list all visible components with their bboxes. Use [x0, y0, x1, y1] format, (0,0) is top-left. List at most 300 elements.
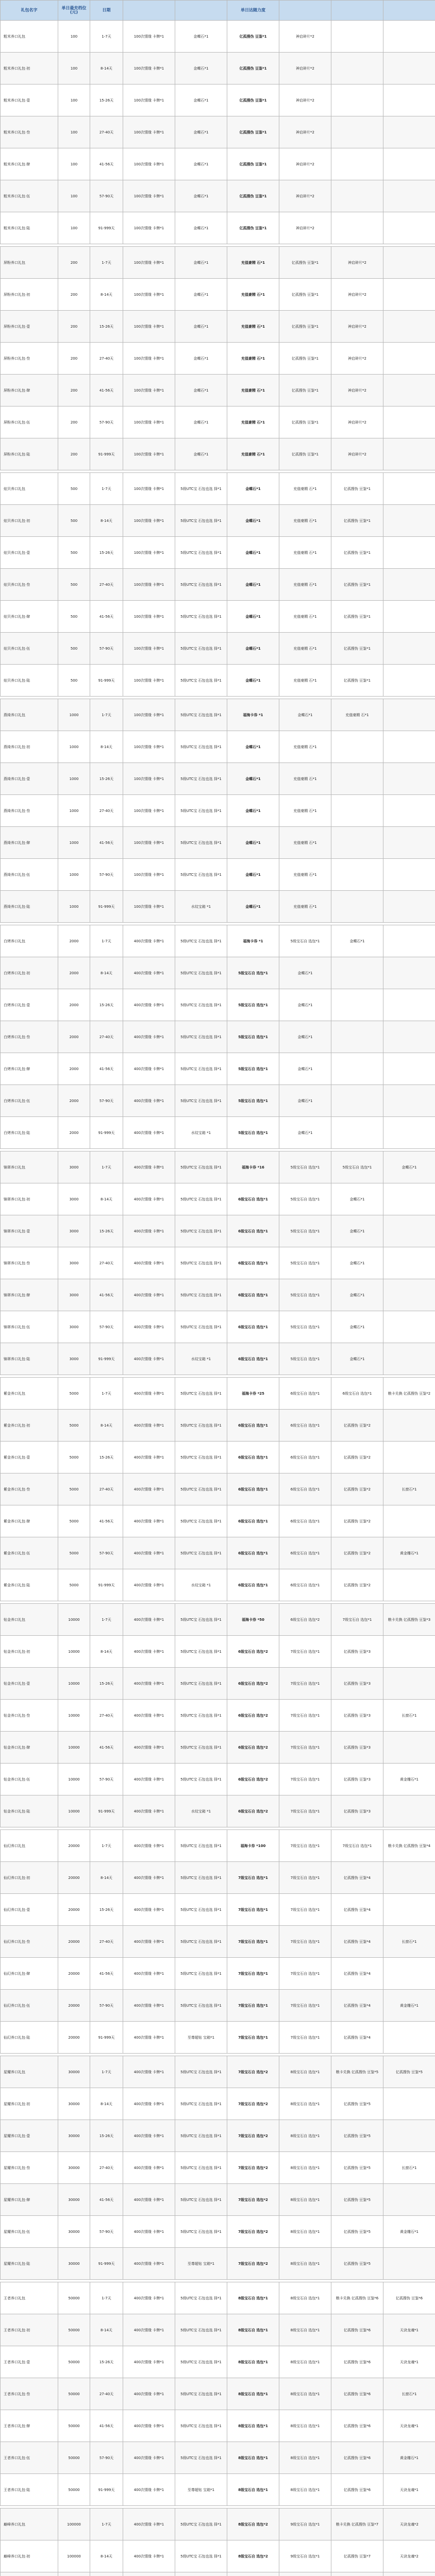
price-cell: 5000 [58, 1505, 90, 1537]
days-cell: 41-56天 [90, 1732, 123, 1764]
table-row [1, 891, 435, 923]
table-row [1, 1215, 435, 1247]
header-blank [279, 1, 331, 21]
reward-cell: 亿孤搜伪 豆鉴*3 [331, 1764, 383, 1795]
reward-cell: 金蝶石*1 [175, 406, 227, 438]
pack-name-cell: 炫贝养口礼包·叁 [1, 569, 58, 601]
reward-cell: 5级UTC宝 石包也选 择*1 [175, 1473, 227, 1505]
reward-cell: 6级宝石自 选包*1 [227, 1279, 279, 1311]
price-cell: 2000 [58, 1053, 90, 1085]
reward-cell: 100次情缘 卡牌*1 [123, 438, 175, 470]
reward-cell: 5级UTC宝 石包也选 择*1 [175, 2120, 227, 2152]
reward-cell: 5级宝石自 选包*1 [227, 957, 279, 989]
reward-cell: 充值豪精 石*1 [227, 279, 279, 311]
reward-cell: 400次情缘 卡牌*1 [123, 1958, 175, 1990]
reward-cell [383, 1410, 435, 1442]
reward-cell: 6级宝石自 选包*2 [279, 1604, 331, 1636]
pack-name-cell: 钻金养口礼包·肆 [1, 1732, 58, 1764]
days-cell: 8-14天 [90, 2314, 123, 2346]
reward-cell: 金蝶石*1 [227, 665, 279, 697]
pack-name-cell: 白烤养口礼包·叁 [1, 1021, 58, 1053]
days-cell: 8-14天 [90, 53, 123, 84]
pack-name-cell: 炫贝养口礼包·肆 [1, 601, 58, 633]
table-row [1, 1442, 435, 1473]
pack-name-cell: 粗米养口礼包·陆 [1, 212, 58, 244]
reward-cell: 粮卡兑换 亿孤搜伪 豆鉴*3 [383, 1604, 435, 1636]
price-cell: 3000 [58, 1311, 90, 1343]
reward-cell: 400次情缘 卡牌*1 [123, 1764, 175, 1795]
table-row [1, 2572, 435, 2576]
reward-cell: 7级宝石自 选包*1 [279, 1830, 331, 1862]
reward-cell: 亿孤搜伪 豆鉴*3 [331, 1668, 383, 1700]
table-row [1, 1085, 435, 1117]
reward-cell: 黄金雕石*1 [383, 1764, 435, 1795]
days-cell: 15-26天 [90, 1215, 123, 1247]
reward-cell: 100次情缘 卡牌*1 [123, 343, 175, 375]
price-cell: 5000 [58, 1473, 90, 1505]
reward-cell: 亿孤搜伪 豆鉴*2 [331, 1410, 383, 1442]
reward-cell: 400次情缘 卡牌*1 [123, 1604, 175, 1636]
table-row [1, 957, 435, 989]
price-cell: 100 [58, 148, 90, 180]
table-row [1, 1732, 435, 1764]
table-row [1, 1764, 435, 1795]
table-row [1, 1990, 435, 2022]
table-row [1, 2474, 435, 2506]
reward-cell: 400次情缘 卡牌*1 [123, 1636, 175, 1668]
days-cell: 1-7天 [90, 1151, 123, 1183]
reward-cell: 充值豪精 石*1 [331, 699, 383, 731]
reward-cell: 400次情缘 卡牌*1 [123, 1247, 175, 1279]
reward-cell [331, 1085, 383, 1117]
reward-cell: 100次情缘 卡牌*1 [123, 505, 175, 537]
table-body [1, 21, 435, 2576]
pack-name-cell: 巅峰养口礼包·初 [1, 2540, 58, 2572]
reward-cell: 100次情缘 卡牌*1 [123, 891, 175, 923]
reward-cell: 6级宝石自 选包*2 [227, 1636, 279, 1668]
reward-cell: 亿孤搜伪 豆鉴*1 [279, 343, 331, 375]
reward-cell: 100次情缘 卡牌*1 [123, 279, 175, 311]
reward-cell: 100次情缘 卡牌*1 [123, 827, 175, 859]
table-row [1, 2410, 435, 2442]
reward-cell: 8级宝石自 选包*1 [279, 2152, 331, 2184]
reward-cell: 亿孤搜伪 豆鉴*2 [331, 1537, 383, 1569]
days-cell: 1-7天 [90, 699, 123, 731]
reward-cell: 充值豪精 石*1 [227, 311, 279, 343]
reward-cell [331, 1117, 383, 1149]
days-cell: 15-26天 [90, 2120, 123, 2152]
pack-name-cell: 白烤养口礼包·肆 [1, 1053, 58, 1085]
reward-cell: 400次情缘 卡牌*1 [123, 1151, 175, 1183]
pack-name-cell: 白烤养口礼包 [1, 925, 58, 957]
reward-cell: 充值豪精 石*1 [279, 891, 331, 923]
days-cell: 41-56天 [90, 1958, 123, 1990]
reward-cell: 充值豪精 石*1 [279, 537, 331, 569]
reward-cell: 5级UTC宝 石包也选 择*1 [175, 925, 227, 957]
pack-name-cell: 白烤养口礼包·伍 [1, 1085, 58, 1117]
pack-name-cell: 星耀养口礼包·伍 [1, 2216, 58, 2248]
reward-cell [383, 1442, 435, 1473]
reward-cell: 400次情缘 卡牌*1 [123, 1894, 175, 1926]
price-cell: 1000 [58, 827, 90, 859]
reward-cell: 400次情缘 卡牌*1 [123, 957, 175, 989]
reward-cell: 6级宝石自 选包*1 [279, 1569, 331, 1601]
reward-cell [331, 827, 383, 859]
reward-cell: 亿孤搜伪 豆鉴*1 [331, 473, 383, 505]
reward-cell [383, 859, 435, 891]
reward-cell: 神启碎片*2 [279, 212, 331, 244]
reward-cell: 5级UTC宝 石包也选 择*1 [175, 633, 227, 665]
price-cell: 2000 [58, 1021, 90, 1053]
price-cell: 30000 [58, 2088, 90, 2120]
reward-cell: 5级宝石自 选包*1 [331, 1151, 383, 1183]
pack-name-cell: 王者养口礼包·叁 [1, 2378, 58, 2410]
reward-cell: 充值豪精 石*1 [279, 601, 331, 633]
days-cell: 91-999天 [90, 1795, 123, 1827]
reward-cell [383, 537, 435, 569]
pack-name-cell: 粗米养口礼包 [1, 21, 58, 53]
pack-name-cell: 王者养口礼包·壹 [1, 2346, 58, 2378]
table-row [1, 212, 435, 244]
reward-cell: 7级宝石自 选包*1 [279, 1764, 331, 1795]
reward-cell: 7级宝石自 选包*2 [227, 2088, 279, 2120]
reward-cell: 长窗石*1 [383, 2152, 435, 2184]
price-cell: 20000 [58, 2022, 90, 2054]
reward-cell [383, 375, 435, 406]
table-row [1, 247, 435, 279]
reward-cell: 神启碎片*2 [331, 406, 383, 438]
reward-cell: 金蝶石*1 [175, 247, 227, 279]
reward-cell: 7级宝石自 选包*1 [331, 1604, 383, 1636]
reward-cell: 5级UTC宝 石包也选 择*1 [175, 1279, 227, 1311]
days-cell: 57-90天 [90, 180, 123, 212]
days-cell: 41-56天 [90, 1053, 123, 1085]
reward-cell [383, 247, 435, 279]
price-cell: 10000 [58, 1668, 90, 1700]
pack-name-cell: 白烤养口礼包·初 [1, 957, 58, 989]
price-cell: 3000 [58, 1151, 90, 1183]
reward-cell: 金蝶石*1 [175, 343, 227, 375]
pack-name-cell: 燕绮养口礼包·叁 [1, 795, 58, 827]
price-cell: 100 [58, 53, 90, 84]
reward-cell: 100次情缘 卡牌*1 [123, 375, 175, 406]
reward-cell: 400次情缘 卡牌*1 [123, 2509, 175, 2540]
reward-cell [383, 212, 435, 244]
reward-cell: 金蝶石*1 [227, 569, 279, 601]
table-row [1, 1604, 435, 1636]
price-cell: 3000 [58, 1279, 90, 1311]
reward-cell: 神启碎片*2 [279, 84, 331, 116]
reward-cell: 5级UTC宝 石包也选 择*1 [175, 2540, 227, 2572]
reward-cell: 7级宝石自 选包*1 [279, 1636, 331, 1668]
table-row [1, 180, 435, 212]
reward-cell: 亿孤搜伪 豆鉴*1 [279, 406, 331, 438]
reward-cell: 金蝶石*1 [175, 279, 227, 311]
days-cell: 91-999天 [90, 891, 123, 923]
reward-cell [383, 2572, 435, 2576]
days-cell: 8-14天 [90, 1410, 123, 1442]
reward-cell: 天诀龙魂*1 [383, 2474, 435, 2506]
table-row [1, 279, 435, 311]
reward-cell: 100次情缘 卡牌*1 [123, 633, 175, 665]
reward-cell: 福海卡券 *100 [227, 1830, 279, 1862]
days-cell: 57-90天 [90, 859, 123, 891]
table-row [1, 1473, 435, 1505]
reward-cell: 7级宝石自 选包*1 [227, 2022, 279, 2054]
reward-cell: 亿孤搜伪 豆鉴*4 [331, 1862, 383, 1894]
reward-cell: 5级UTC宝 石包也选 择*1 [175, 1894, 227, 1926]
price-cell: 2000 [58, 989, 90, 1021]
reward-cell [383, 891, 435, 923]
pack-name-cell: 王者养口礼包·伍 [1, 2442, 58, 2474]
days-cell: 27-40天 [90, 1700, 123, 1732]
reward-cell: 8级宝石自 选包*1 [227, 2282, 279, 2314]
reward-cell: 100次情缘 卡牌*1 [123, 665, 175, 697]
reward-cell: 5级UTC宝 石包也选 择*1 [175, 763, 227, 795]
table-row [1, 1378, 435, 1410]
pack-name-cell: 紫金养口礼包·肆 [1, 1505, 58, 1537]
table-row [1, 1537, 435, 1569]
reward-cell: 400次情缘 卡牌*1 [123, 1378, 175, 1410]
pack-name-cell: 星耀养口礼包·壹 [1, 2120, 58, 2152]
reward-cell [331, 1021, 383, 1053]
table-row [1, 2378, 435, 2410]
table-row [1, 827, 435, 859]
reward-cell: 7级宝石自 选包*1 [279, 1668, 331, 1700]
reward-cell: 亿孤搜伪 豆鉴*5 [383, 2056, 435, 2088]
price-cell: 3000 [58, 1343, 90, 1375]
pack-name-cell: 星耀养口礼包·肆 [1, 2184, 58, 2216]
header-recharge-tier: 单日最充档位(元) [58, 1, 90, 21]
reward-cell: 400次情缘 卡牌*1 [123, 1183, 175, 1215]
reward-cell: 7级宝石自 选包*1 [279, 1958, 331, 1990]
reward-cell: 400次情缘 卡牌*1 [123, 2056, 175, 2088]
reward-cell: 5级UTC宝 石包也选 择*1 [175, 1505, 227, 1537]
reward-cell: 黄金雕石*1 [383, 1537, 435, 1569]
days-cell: 27-40天 [90, 569, 123, 601]
days-cell: 27-40天 [90, 795, 123, 827]
pack-name-cell: 锦翠养口礼包 [1, 1151, 58, 1183]
reward-cell: 5级UTC宝 石包也选 择*1 [175, 537, 227, 569]
price-cell: 200 [58, 279, 90, 311]
reward-cell: 粮卡兑换 亿孤搜伪 豆鉴*2 [383, 1378, 435, 1410]
reward-cell [383, 665, 435, 697]
reward-cell [383, 1311, 435, 1343]
reward-cell [279, 2572, 331, 2576]
pack-name-cell: 锦翠养口礼包·叁 [1, 1247, 58, 1279]
price-cell: 500 [58, 633, 90, 665]
reward-cell [383, 763, 435, 795]
reward-cell: 6级宝石自 选包*2 [227, 1732, 279, 1764]
price-cell: 200 [58, 247, 90, 279]
reward-cell: 8级宝石自 选包*1 [279, 2282, 331, 2314]
reward-cell [383, 827, 435, 859]
reward-cell [383, 731, 435, 763]
reward-cell: 5级宝石自 选包*1 [279, 1151, 331, 1183]
reward-cell: 8级宝石自 选包*1 [227, 2314, 279, 2346]
pack-name-cell: 仙幻养口礼包·初 [1, 1862, 58, 1894]
price-cell: 50000 [58, 2346, 90, 2378]
days-cell: 91-999天 [90, 2248, 123, 2280]
price-cell: 2000 [58, 1085, 90, 1117]
pack-name-cell: 燕绮养口礼包 [1, 699, 58, 731]
reward-cell: 金蝶石*1 [227, 601, 279, 633]
reward-cell: 400次情缘 卡牌*1 [123, 1990, 175, 2022]
pack-name-cell: 巅峰养口礼包 [1, 2509, 58, 2540]
table-row [1, 438, 435, 470]
price-cell: 3000 [58, 1247, 90, 1279]
reward-cell: 400次情缘 卡牌*1 [123, 1343, 175, 1375]
reward-cell: 8级宝石自 选包*1 [279, 2442, 331, 2474]
price-cell: 30000 [58, 2248, 90, 2280]
reward-cell: 100次情缘 卡牌*1 [123, 473, 175, 505]
pack-name-cell: 燕绮养口礼包·壹 [1, 763, 58, 795]
pack-name-cell: 锦翠养口礼包·伍 [1, 1311, 58, 1343]
price-cell: 1000 [58, 859, 90, 891]
pack-name-cell: 王者养口礼包·肆 [1, 2410, 58, 2442]
days-cell: 57-90天 [90, 2216, 123, 2248]
reward-cell: 400次情缘 卡牌*1 [123, 1926, 175, 1958]
reward-cell: 长窗石*1 [383, 2378, 435, 2410]
reward-cell: 5级UTC宝 石包也选 择*1 [175, 2216, 227, 2248]
reward-cell: 400次情缘 卡牌*1 [123, 2378, 175, 2410]
table-row [1, 1410, 435, 1442]
reward-cell: 400次情缘 卡牌*1 [123, 1668, 175, 1700]
days-cell: 27-40天 [90, 2152, 123, 2184]
price-cell: 3000 [58, 1183, 90, 1215]
table-row [1, 406, 435, 438]
reward-cell [383, 957, 435, 989]
pack-name-cell: 仙幻养口礼包·肆 [1, 1958, 58, 1990]
reward-cell: 7级宝石自 选包*1 [279, 1926, 331, 1958]
reward-cell: 6级宝石自 选包*1 [227, 1410, 279, 1442]
pack-name-cell: 炫贝养口礼包·壹 [1, 537, 58, 569]
pack-name-cell: 粗米养口礼包·初 [1, 53, 58, 84]
price-cell: 10000 [58, 1732, 90, 1764]
reward-cell: 5级UTC宝 石包也选 择*1 [175, 1085, 227, 1117]
reward-cell: 亿孤搜伪 豆鉴*2 [331, 1442, 383, 1473]
reward-cell: 5级UTC宝 石包也选 择*1 [175, 2314, 227, 2346]
reward-cell: 福海卡券 *16 [227, 1151, 279, 1183]
header-blank [123, 1, 175, 21]
table-row [1, 1505, 435, 1537]
reward-cell [383, 438, 435, 470]
reward-cell: 金蝶石*1 [175, 212, 227, 244]
reward-cell: 金蝶石*1 [227, 763, 279, 795]
days-cell: 15-26天 [90, 763, 123, 795]
reward-cell: 8级宝石自 选包*1 [279, 2216, 331, 2248]
price-cell: 100 [58, 21, 90, 53]
price-cell: 30000 [58, 2216, 90, 2248]
pack-name-cell: 紫金养口礼包·伍 [1, 1537, 58, 1569]
reward-cell: 5级UTC宝 石包也选 择*1 [175, 1021, 227, 1053]
pack-name-cell: 锦翠养口礼包·陆 [1, 1343, 58, 1375]
reward-cell [383, 1862, 435, 1894]
reward-cell: 天诀龙魂*2 [383, 2509, 435, 2540]
reward-cell: 7级宝石自 选包*2 [227, 2152, 279, 2184]
table-row [1, 343, 435, 375]
price-cell: 5000 [58, 1442, 90, 1473]
reward-cell: 8级宝石自 选包*1 [227, 2442, 279, 2474]
pack-name-cell: 燕绮养口礼包·初 [1, 731, 58, 763]
reward-cell: 5级UTC宝 石包也选 择*1 [175, 1311, 227, 1343]
price-cell: 100 [58, 116, 90, 148]
reward-cell: 400次情缘 卡牌*1 [123, 2442, 175, 2474]
table-row [1, 2282, 435, 2314]
reward-cell [383, 180, 435, 212]
table-row [1, 311, 435, 343]
reward-cell: 5级UTC宝 石包也选 择*1 [175, 1442, 227, 1473]
table-row [1, 2442, 435, 2474]
price-cell: 200 [58, 375, 90, 406]
reward-cell [383, 1343, 435, 1375]
pack-name-cell: 钻金养口礼包·初 [1, 1636, 58, 1668]
table-row [1, 2088, 435, 2120]
days-cell: 27-40天 [90, 1021, 123, 1053]
reward-cell: 神启碎片*2 [279, 180, 331, 212]
reward-cell: 100次情缘 卡牌*1 [123, 84, 175, 116]
reward-cell: 天诀龙魂*1 [383, 2410, 435, 2442]
reward-cell [331, 957, 383, 989]
reward-cell: 天诀龙魂*2 [383, 2540, 435, 2572]
reward-cell: 5级UTC宝 石包也选 择*1 [175, 989, 227, 1021]
reward-cell: 100次情缘 卡牌*1 [123, 180, 175, 212]
reward-cell [331, 84, 383, 116]
table-row [1, 1830, 435, 1862]
reward-cell: 8级宝石自 选包*1 [279, 2248, 331, 2280]
header-days: 日期 [90, 1, 123, 21]
reward-cell: 金蝶石*1 [175, 21, 227, 53]
reward-cell: 7级宝石自 选包*2 [227, 2056, 279, 2088]
reward-cell: 5级UTC宝 石包也选 择*1 [175, 1700, 227, 1732]
reward-cell [383, 1247, 435, 1279]
reward-cell: 400次情缘 卡牌*1 [123, 1279, 175, 1311]
reward-cell: 400次情缘 卡牌*1 [123, 1700, 175, 1732]
reward-cell: 8级宝石自 选包*1 [279, 2314, 331, 2346]
price-cell: 100000 [58, 2509, 90, 2540]
reward-cell: 水纹宝箱 *1 [175, 1569, 227, 1601]
reward-cell [383, 1183, 435, 1215]
table-row [1, 763, 435, 795]
reward-cell: 金蝶石*1 [279, 1053, 331, 1085]
reward-cell: 9级宝石自 选包*1 [279, 2509, 331, 2540]
table-row [1, 699, 435, 731]
reward-cell: 亿孤搜伪 豆鉴*5 [331, 2216, 383, 2248]
days-cell: 27-40天 [90, 1926, 123, 1958]
days-cell: 8-14天 [90, 505, 123, 537]
pack-name-cell: 锦翠养口礼包·肆 [1, 1279, 58, 1311]
reward-cell: 5级宝石自 选包*1 [227, 1117, 279, 1149]
reward-cell: 亿孤搜伪 豆鉴*4 [331, 2022, 383, 2054]
price-cell: 30000 [58, 2120, 90, 2152]
reward-cell: 5级UTC宝 石包也选 择*1 [175, 859, 227, 891]
reward-cell: 5级UTC宝 石包也选 择*1 [175, 2346, 227, 2378]
days-cell: 57-90天 [90, 1537, 123, 1569]
reward-cell: 神启碎片*2 [279, 116, 331, 148]
reward-cell: 400次情缘 卡牌*1 [123, 2248, 175, 2280]
reward-cell [383, 1505, 435, 1537]
reward-cell: 亿孤搜伪 豆鉴*5 [331, 2248, 383, 2280]
reward-cell [383, 279, 435, 311]
reward-cell: 5级UTC宝 石包也选 择*1 [175, 1732, 227, 1764]
reward-cell: 6级宝石自 选包*2 [227, 1668, 279, 1700]
days-cell: 1-7天 [90, 925, 123, 957]
table-row [1, 1343, 435, 1375]
reward-cell: 400次情缘 卡牌*1 [123, 1505, 175, 1537]
reward-cell [331, 891, 383, 923]
reward-cell: 5级UTC宝 石包也选 择*1 [175, 1862, 227, 1894]
reward-cell: 6级宝石自 选包*1 [279, 1410, 331, 1442]
